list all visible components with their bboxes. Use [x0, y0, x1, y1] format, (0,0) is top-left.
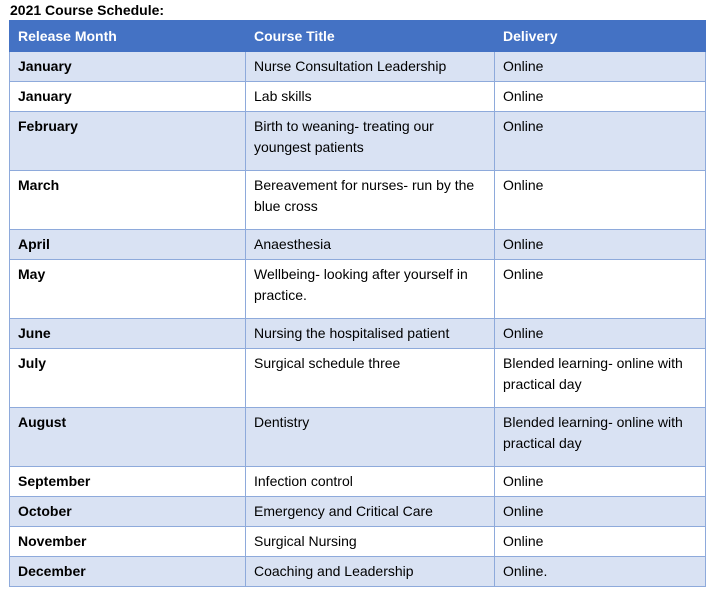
course-title-cell: Emergency and Critical Care — [246, 497, 495, 527]
table-row — [10, 82, 706, 112]
delivery-cell: Online. — [495, 557, 706, 587]
header-delivery: Delivery — [495, 21, 706, 52]
table-row — [10, 467, 706, 497]
table-row — [10, 171, 706, 230]
release-month-cell: November — [10, 527, 246, 557]
course-title-cell: Infection control — [246, 467, 495, 497]
release-month-cell: December — [10, 557, 246, 587]
header-course-title: Course Title — [246, 21, 495, 52]
table-row — [10, 260, 706, 319]
course-title-cell: Wellbeing- looking after yourself in practice. — [246, 260, 495, 319]
delivery-cell: Online — [495, 230, 706, 260]
course-title-cell: Coaching and Leadership — [246, 557, 495, 587]
course-title-cell: Lab skills — [246, 82, 495, 112]
course-title-cell: Surgical schedule three — [246, 349, 495, 408]
page-title: 2021 Course Schedule: — [10, 2, 165, 18]
course-title-cell: Anaesthesia — [246, 230, 495, 260]
release-month-cell: April — [10, 230, 246, 260]
delivery-cell: Online — [495, 260, 706, 319]
release-month-cell: March — [10, 171, 246, 230]
delivery-cell: Online — [495, 497, 706, 527]
course-title-cell: Birth to weaning- treating our youngest patients — [246, 112, 495, 171]
delivery-cell: Online — [495, 82, 706, 112]
table-row — [10, 527, 706, 557]
delivery-cell: Online — [495, 319, 706, 349]
course-title-cell: Nurse Consultation Leadership — [246, 52, 495, 82]
table-row — [10, 319, 706, 349]
table-row — [10, 497, 706, 527]
delivery-cell: Blended learning- online with practical day — [495, 408, 706, 467]
table-row — [10, 408, 706, 467]
release-month-cell: October — [10, 497, 246, 527]
delivery-cell: Online — [495, 467, 706, 497]
release-month-cell: May — [10, 260, 246, 319]
delivery-cell: Blended learning- online with practical day — [495, 349, 706, 408]
table-row — [10, 557, 706, 587]
release-month-cell: June — [10, 319, 246, 349]
table-row — [10, 112, 706, 171]
course-title-cell: Bereavement for nurses- run by the blue cross — [246, 171, 495, 230]
course-title-cell: Nursing the hospitalised patient — [246, 319, 495, 349]
course-schedule-table — [9, 20, 706, 587]
table-header-row — [10, 21, 706, 52]
course-title-cell: Dentistry — [246, 408, 495, 467]
release-month-cell: August — [10, 408, 246, 467]
release-month-cell: July — [10, 349, 246, 408]
release-month-cell: February — [10, 112, 246, 171]
table-row — [10, 230, 706, 260]
delivery-cell: Online — [495, 52, 706, 82]
release-month-cell: September — [10, 467, 246, 497]
delivery-cell: Online — [495, 527, 706, 557]
course-title-cell: Surgical Nursing — [246, 527, 495, 557]
table-row — [10, 52, 706, 82]
release-month-cell: January — [10, 82, 246, 112]
header-release-month: Release Month — [10, 21, 246, 52]
delivery-cell: Online — [495, 112, 706, 171]
release-month-cell: January — [10, 52, 246, 82]
delivery-cell: Online — [495, 171, 706, 230]
table-row — [10, 349, 706, 408]
